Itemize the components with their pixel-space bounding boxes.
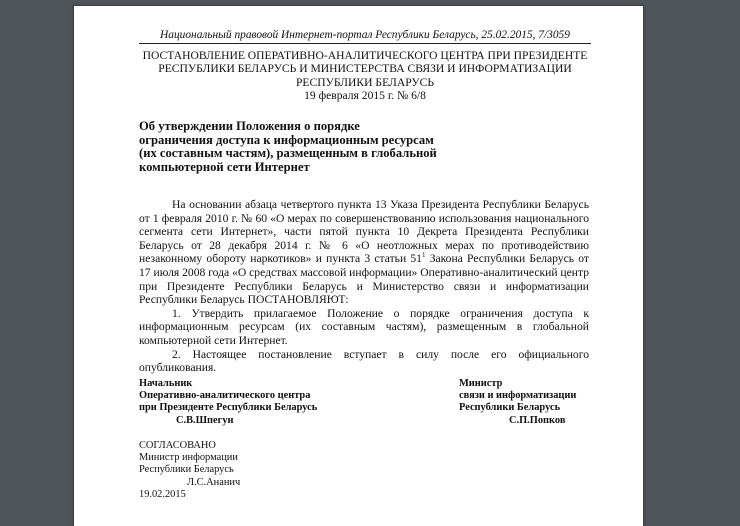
signatory-title-line: Оперативно-аналитического центра — [139, 390, 311, 402]
body-text: Закона Республики Беларусь от — [425, 252, 589, 266]
body-line: при Президенте Республики Беларусь и Министерство связи и информатизации — [139, 279, 589, 293]
body-line: 17 июля 2008 года «О средствах массовой информации» Оперативно-аналитический центр — [139, 265, 589, 279]
signatory-title-line: при Президенте Республики Беларусь — [139, 402, 318, 414]
approval-line: Министр информации — [139, 452, 238, 464]
body-line: информационным ресурсам (их составным частям), размещенным в глобальной — [139, 320, 589, 334]
body-text: незаконному обороту наркотиков» и пункта 3 статьи 51 — [139, 252, 422, 266]
title-line: РЕСПУБЛИКИ БЕЛАРУСЬ — [295, 75, 435, 89]
approval-line: Республики Беларусь — [139, 464, 234, 476]
body-line-with-superscript — [139, 252, 589, 266]
signatory-name: С.В.Шпегун — [176, 414, 234, 426]
portal-header: Национальный правовой Интернет-портал Республики Беларусь, 25.02.2015, 7/3059 — [139, 29, 591, 44]
body-line: На основании абзаца четвертого пункта 13 Указа Президента Республики Беларусь — [172, 198, 589, 211]
body-line: 2. Настоящее постановление вступает в силу после его официального — [172, 347, 589, 361]
body-line: 1. Утвердить прилагаемое Положение о порядке ограничения доступа к — [172, 306, 589, 320]
body-line: от 1 февраля 2010 г. № 60 «О мерах по совершенствованию использования национального — [139, 211, 589, 225]
subject-line: ограничения доступа к информационным ресурсам — [139, 132, 434, 147]
title-line: РЕСПУБЛИКИ БЕЛАРУСЬ И МИНИСТЕРСТВА СВЯЗИ И ИНФОРМАТИЗАЦИИ — [158, 62, 572, 76]
subject-line: (их составным частям), размещенным в глобальной — [139, 146, 437, 161]
approval-block — [139, 440, 240, 501]
superscript-article-number: 1 — [421, 251, 426, 260]
item-2 — [139, 348, 589, 375]
approval-date: 19.02.2015 — [139, 488, 186, 500]
document-subject — [139, 120, 499, 174]
approval-name: Л.С.Ананич — [187, 476, 241, 488]
document-date-number: 19 февраля 2015 г. № 6/8 — [304, 89, 426, 103]
signature-left — [139, 378, 317, 427]
title-line: ПОСТАНОВЛЕНИЕ ОПЕРАТИВНО-АНАЛИТИЧЕСКОГО ЦЕНТРА ПРИ ПРЕЗИДЕНТЕ — [142, 49, 588, 62]
body-line: Беларусь от 28 декабря 2014 г. № 6 «О неотложных мерах по противодействию — [139, 238, 589, 252]
subject-line: Об утверждении Положения о порядке — [139, 119, 360, 133]
signatory-name: С.П.Попков — [509, 414, 566, 426]
signatory-title-line: связи и информатизации — [459, 390, 577, 402]
preamble-paragraph — [139, 198, 589, 307]
body-line: опубликования. — [139, 361, 217, 375]
approval-heading: СОГЛАСОВАНО — [139, 440, 216, 451]
signatory-title-line: Республики Беларусь — [459, 402, 561, 414]
document-title — [139, 49, 591, 103]
item-1 — [139, 307, 589, 348]
document-page — [74, 6, 643, 526]
signatory-title-line: Министр — [459, 378, 503, 389]
signature-right — [459, 378, 576, 427]
body-line: Республики Беларусь ПОСТАНОВЛЯЮТ: — [139, 293, 349, 307]
signatory-title-line: Начальник — [139, 378, 193, 389]
subject-line: компьютерной сети Интернет — [139, 159, 310, 174]
document-body — [139, 198, 589, 375]
body-line: компьютерной сети Интернет. — [139, 333, 288, 347]
body-line: сегмента сети Интернет», части пятой пункта 10 Декрета Президента Республики — [139, 225, 589, 239]
